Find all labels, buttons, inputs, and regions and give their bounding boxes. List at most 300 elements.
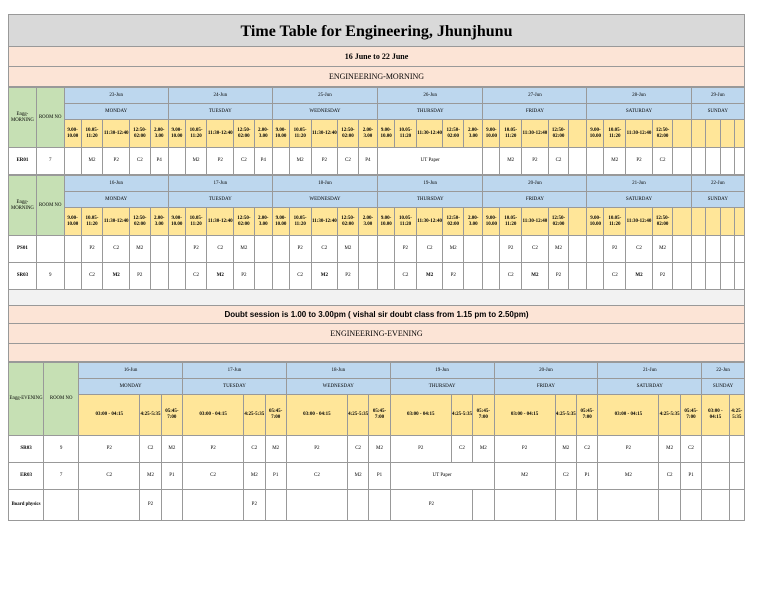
subject-cell — [587, 236, 604, 263]
subject-cell: C2 — [183, 463, 244, 490]
subject-cell: C2 — [338, 148, 359, 175]
batch-label: Engg-EVENING — [9, 363, 44, 436]
subject-cell: P1 — [161, 463, 182, 490]
subject-cell: M2 — [626, 263, 653, 290]
subject-cell: M2 — [652, 236, 673, 263]
subject-cell — [720, 263, 735, 290]
subject-cell: P2 — [500, 236, 522, 263]
subject-cell — [64, 236, 81, 263]
subject-cell: M2 — [161, 436, 182, 463]
subject-cell — [691, 148, 706, 175]
timetable-sheet — [8, 14, 745, 521]
subject-cell — [702, 463, 729, 490]
subject-cell: P4 — [150, 148, 168, 175]
subject-cell: M2 — [289, 148, 311, 175]
batch-row — [9, 236, 745, 263]
subject-cell: P2 — [140, 490, 161, 521]
day-header: THURSDAY — [390, 379, 494, 395]
time-slot — [706, 208, 721, 236]
time-slot: 4:25-5:35 — [659, 395, 680, 436]
date-header: 17-Jun — [183, 363, 287, 379]
time-slot: 9.00-10.00 — [272, 120, 289, 148]
subject-cell: M2 — [311, 263, 338, 290]
subject-cell: C2 — [626, 236, 653, 263]
subject-cell — [673, 148, 691, 175]
subject-cell: M2 — [347, 463, 368, 490]
subject-cell: P2 — [522, 148, 549, 175]
date-header: 20-Jun — [494, 363, 598, 379]
time-slot — [673, 120, 691, 148]
time-slot: 9.00-10.00 — [483, 120, 500, 148]
time-slot: 11:30-12:40 — [207, 208, 234, 236]
batch-code: PS01 — [9, 236, 37, 263]
time-slot: 9.00-10.00 — [64, 120, 81, 148]
date-header: 20-Jun — [483, 176, 587, 192]
subject-cell: P2 — [207, 148, 234, 175]
subject-cell: C2 — [244, 436, 265, 463]
date-header: 21-Jun — [587, 176, 691, 192]
time-slot: 05:45-7:00 — [473, 395, 494, 436]
time-slot: 10.05-11:20 — [395, 208, 417, 236]
time-slot — [691, 208, 706, 236]
time-slot: 4:25-5:35 — [729, 395, 744, 436]
day-header: THURSDAY — [378, 192, 483, 208]
time-slot: 4:25-5:35 — [244, 395, 265, 436]
subject-cell — [706, 263, 721, 290]
subject-cell — [272, 263, 289, 290]
subject-cell: C2 — [576, 436, 597, 463]
subject-cell: C2 — [347, 436, 368, 463]
subject-cell — [720, 236, 735, 263]
time-slot: 12:50-02:00 — [234, 120, 255, 148]
subject-cell: C2 — [185, 263, 207, 290]
time-slot: 12:50-02:00 — [652, 120, 673, 148]
time-slot: 11:30-12:40 — [626, 120, 653, 148]
subject-cell: P2 — [81, 236, 103, 263]
subject-cell — [729, 463, 744, 490]
subject-cell: P2 — [494, 436, 555, 463]
subject-cell — [150, 236, 168, 263]
time-slot: 03:00 - 04:15 — [598, 395, 659, 436]
time-slot — [569, 120, 587, 148]
time-slot: 10.05-11:20 — [395, 120, 417, 148]
subject-cell: C2 — [130, 148, 151, 175]
subject-cell: C2 — [522, 236, 549, 263]
subject-cell — [168, 236, 185, 263]
time-slot: 12:50-02:00 — [130, 208, 151, 236]
batch-code: ER01 — [9, 148, 37, 175]
subject-cell — [587, 263, 604, 290]
subject-cell — [347, 490, 368, 521]
time-slot: 2.00-3.00 — [150, 208, 168, 236]
date-header: 26-Jun — [378, 88, 483, 104]
subject-cell — [598, 490, 659, 521]
day-header: MONDAY — [79, 379, 183, 395]
day-header: SATURDAY — [587, 104, 691, 120]
day-header: FRIDAY — [483, 192, 587, 208]
batch-row — [9, 463, 745, 490]
subject-cell: M2 — [494, 463, 555, 490]
day-header: TUESDAY — [168, 192, 272, 208]
subject-cell: P2 — [652, 263, 673, 290]
subject-cell: C2 — [604, 263, 626, 290]
subject-cell — [673, 263, 691, 290]
batch-code: Board physics — [9, 490, 44, 521]
subject-cell — [79, 490, 140, 521]
subject-cell: P1 — [680, 463, 701, 490]
time-slot: 10.05-11:20 — [81, 120, 103, 148]
subject-cell: P4 — [358, 148, 377, 175]
subject-cell: M2 — [130, 236, 151, 263]
subject-cell: M2 — [207, 263, 234, 290]
subject-cell: P1 — [369, 463, 390, 490]
subject-cell: C2 — [680, 436, 701, 463]
time-slot: 10.05-11:20 — [185, 208, 207, 236]
time-slot: 4:25-5:35 — [555, 395, 576, 436]
subject-cell — [150, 263, 168, 290]
date-header: 19-Jun — [390, 363, 494, 379]
time-slot: 10.05-11:20 — [185, 120, 207, 148]
doubt-session-note: Doubt session is 1.00 to 3.00pm ( vishal sir doubt class from 1.15 pm to 2.50pm) — [8, 306, 745, 324]
subject-cell: P2 — [604, 236, 626, 263]
subject-cell: M2 — [500, 148, 522, 175]
time-slot: 2.00-3.00 — [150, 120, 168, 148]
time-slot: 11:30-12:40 — [207, 120, 234, 148]
time-slot: 12:50-02:00 — [652, 208, 673, 236]
subject-cell: C2 — [79, 463, 140, 490]
date-header: 23-Jun — [64, 88, 168, 104]
blank-row — [8, 344, 745, 362]
ut-paper-cell: UT Paper — [390, 463, 494, 490]
time-slot — [735, 208, 745, 236]
subject-cell — [168, 148, 185, 175]
time-slot: 4:25-5:35 — [451, 395, 472, 436]
morning-section — [8, 87, 745, 290]
subject-cell — [286, 490, 347, 521]
subject-cell: P2 — [185, 236, 207, 263]
time-slot: 10.05-11:20 — [604, 208, 626, 236]
subject-cell: M2 — [140, 463, 161, 490]
time-slot: 9.00-10.00 — [168, 120, 185, 148]
time-slot: 05:45-7:00 — [265, 395, 286, 436]
time-slot: 03:00 - 04:15 — [390, 395, 451, 436]
room-label: ROOM NO — [36, 88, 64, 148]
subject-cell — [720, 148, 735, 175]
subject-cell — [702, 490, 729, 521]
batch-code: SR03 — [9, 263, 37, 290]
day-header: SUNDAY — [691, 192, 744, 208]
room-number — [44, 490, 79, 521]
subject-cell: P2 — [103, 148, 130, 175]
time-slot: 11:30-12:40 — [103, 120, 130, 148]
time-slot: 11:30-12:40 — [416, 120, 443, 148]
evening-section — [8, 362, 745, 521]
subject-cell: P4 — [254, 148, 272, 175]
subject-cell: P2 — [244, 490, 265, 521]
batch-code: SR03 — [9, 436, 44, 463]
subject-cell: C2 — [81, 263, 103, 290]
subject-cell: C2 — [103, 236, 130, 263]
subject-cell — [680, 490, 701, 521]
subject-cell — [729, 436, 744, 463]
subject-cell — [569, 148, 587, 175]
subject-cell: P2 — [598, 436, 659, 463]
subject-cell: P2 — [286, 436, 347, 463]
time-slot — [691, 120, 706, 148]
subject-cell: P2 — [311, 148, 338, 175]
time-slot: 11:30-12:40 — [311, 208, 338, 236]
evening-grid — [8, 362, 745, 521]
date-header: 28-Jun — [587, 88, 691, 104]
subject-cell — [555, 490, 576, 521]
subject-cell: M2 — [555, 436, 576, 463]
subject-cell: M2 — [473, 436, 494, 463]
day-header: TUESDAY — [168, 104, 272, 120]
time-slot: 2.00-3.00 — [254, 120, 272, 148]
subject-cell: M2 — [244, 463, 265, 490]
date-header: 17-Jun — [168, 176, 272, 192]
morning-grid-block1 — [8, 87, 745, 175]
subject-cell: C2 — [652, 148, 673, 175]
batch-code: ER03 — [9, 463, 44, 490]
date-header: 29-Jun — [691, 88, 744, 104]
subject-cell: P2 — [289, 236, 311, 263]
time-slot: 12:50-02:00 — [443, 208, 464, 236]
date-header: 18-Jun — [272, 176, 377, 192]
subject-cell — [358, 263, 377, 290]
time-slot: 10.05-11:20 — [500, 120, 522, 148]
subject-cell: P2 — [395, 236, 417, 263]
subject-cell: P2 — [390, 490, 472, 521]
date-header: 19-Jun — [378, 176, 483, 192]
subject-cell: M2 — [443, 236, 464, 263]
room-number: 7 — [44, 463, 79, 490]
subject-cell — [358, 236, 377, 263]
subject-cell: M2 — [659, 436, 680, 463]
subject-cell — [735, 148, 745, 175]
time-slot: 2.00-3.00 — [358, 120, 377, 148]
time-slot: 2.00-3.00 — [254, 208, 272, 236]
evening-heading: ENGINEERING-EVENING — [8, 324, 745, 344]
subject-cell: P2 — [443, 263, 464, 290]
subject-cell — [569, 263, 587, 290]
day-header: TUESDAY — [183, 379, 287, 395]
time-slot: 10.05-11:20 — [604, 120, 626, 148]
time-slot: 05:45-7:00 — [576, 395, 597, 436]
batch-row — [9, 263, 745, 290]
day-header: MONDAY — [64, 104, 168, 120]
date-header: 18-Jun — [286, 363, 390, 379]
subject-cell — [483, 236, 500, 263]
subject-cell: P2 — [626, 148, 653, 175]
subject-cell — [735, 236, 745, 263]
time-slot: 05:45-7:00 — [161, 395, 182, 436]
subject-cell: C2 — [555, 463, 576, 490]
subject-cell — [706, 236, 721, 263]
subject-cell: M2 — [548, 236, 569, 263]
subject-cell: P2 — [183, 436, 244, 463]
subject-cell: M2 — [598, 463, 659, 490]
subject-cell — [587, 148, 604, 175]
subject-cell: M2 — [265, 436, 286, 463]
subject-cell — [64, 148, 81, 175]
subject-cell: P2 — [338, 263, 359, 290]
day-header: FRIDAY — [494, 379, 598, 395]
subject-cell: M2 — [103, 263, 130, 290]
time-slot: 12:50-02:00 — [130, 120, 151, 148]
subject-cell — [729, 490, 744, 521]
batch-label: Engg-MORNING — [9, 176, 37, 236]
subject-cell: M2 — [369, 436, 390, 463]
subject-cell — [168, 263, 185, 290]
time-slot: 11:30-12:40 — [311, 120, 338, 148]
subject-cell — [691, 236, 706, 263]
day-header: SATURDAY — [587, 192, 691, 208]
subject-cell — [378, 263, 395, 290]
time-slot: 9.00-10.00 — [168, 208, 185, 236]
date-header: 22-Jun — [702, 363, 745, 379]
subject-cell — [702, 436, 729, 463]
subject-cell — [473, 490, 494, 521]
time-slot: 9.00-10.00 — [378, 208, 395, 236]
time-slot: 11:30-12:40 — [416, 208, 443, 236]
time-slot: 9.00-10.00 — [64, 208, 81, 236]
subject-cell: C2 — [659, 463, 680, 490]
time-slot: 9.00-10.00 — [272, 208, 289, 236]
ut-paper-cell: UT Paper — [378, 148, 483, 175]
day-header: FRIDAY — [483, 104, 587, 120]
subject-cell: P2 — [548, 263, 569, 290]
subject-cell: C2 — [286, 463, 347, 490]
room-number: 9 — [44, 436, 79, 463]
room-number — [36, 236, 64, 263]
subject-cell — [369, 490, 390, 521]
subject-cell: M2 — [234, 236, 255, 263]
time-slot: 10.05-11:20 — [81, 208, 103, 236]
subject-cell — [161, 490, 182, 521]
spacer-row — [8, 290, 745, 306]
date-header: 16-Jun — [64, 176, 168, 192]
time-slot: 2.00-3.00 — [358, 208, 377, 236]
day-header: SUNDAY — [691, 104, 744, 120]
subject-cell: C2 — [395, 263, 417, 290]
time-slot — [569, 208, 587, 236]
subject-cell — [265, 490, 286, 521]
date-range: 16 June to 22 June — [8, 47, 745, 67]
room-label: ROOM NO — [44, 363, 79, 436]
subject-cell: M2 — [522, 263, 549, 290]
subject-cell — [464, 236, 483, 263]
subject-cell — [576, 490, 597, 521]
subject-cell: C2 — [234, 148, 255, 175]
subject-cell — [64, 263, 81, 290]
day-header: WEDNESDAY — [272, 104, 377, 120]
subject-cell: C2 — [451, 436, 472, 463]
page-title: Time Table for Engineering, Jhunjhunu — [8, 14, 745, 47]
subject-cell: C2 — [289, 263, 311, 290]
subject-cell — [272, 236, 289, 263]
time-slot — [720, 120, 735, 148]
morning-heading: ENGINEERING-MORNING — [8, 67, 745, 87]
time-slot: 05:45-7:00 — [680, 395, 701, 436]
time-slot: 05:45-7:00 — [369, 395, 390, 436]
subject-cell: M2 — [338, 236, 359, 263]
time-slot: 12:50-02:00 — [338, 120, 359, 148]
subject-cell: C2 — [311, 236, 338, 263]
day-header: WEDNESDAY — [286, 379, 390, 395]
time-slot: 12:50-02:00 — [548, 208, 569, 236]
day-header: MONDAY — [64, 192, 168, 208]
time-slot: 03:00 - 04:15 — [286, 395, 347, 436]
subject-cell — [254, 263, 272, 290]
time-slot: 03:00 - 04:15 — [494, 395, 555, 436]
time-slot: 12:50-02:00 — [548, 120, 569, 148]
day-header: THURSDAY — [378, 104, 483, 120]
time-slot: 9.00-10.00 — [378, 120, 395, 148]
subject-cell: C2 — [548, 148, 569, 175]
subject-cell — [673, 236, 691, 263]
subject-cell — [483, 263, 500, 290]
subject-cell — [378, 236, 395, 263]
day-header: SUNDAY — [702, 379, 745, 395]
date-header: 24-Jun — [168, 88, 272, 104]
subject-cell — [569, 236, 587, 263]
subject-cell — [735, 263, 745, 290]
date-header: 22-Jun — [691, 176, 744, 192]
time-slot — [735, 120, 745, 148]
date-header: 27-Jun — [483, 88, 587, 104]
date-header: 25-Jun — [272, 88, 377, 104]
time-slot: 12:50-02:00 — [443, 120, 464, 148]
subject-cell: P2 — [234, 263, 255, 290]
time-slot: 03:00 - 04:15 — [702, 395, 729, 436]
subject-cell — [706, 148, 721, 175]
room-label: ROOM NO — [36, 176, 64, 236]
subject-cell — [464, 263, 483, 290]
time-slot: 2.00-3.00 — [464, 120, 483, 148]
time-slot: 10.05-11:20 — [500, 208, 522, 236]
time-slot — [720, 208, 735, 236]
time-slot: 9.00-10.00 — [587, 120, 604, 148]
subject-cell: P2 — [130, 263, 151, 290]
time-slot: 9.00-10.00 — [587, 208, 604, 236]
subject-cell — [494, 490, 555, 521]
subject-cell: M2 — [416, 263, 443, 290]
time-slot: 12:50-02:00 — [234, 208, 255, 236]
date-header: 16-Jun — [79, 363, 183, 379]
time-slot: 11:30-12:40 — [522, 120, 549, 148]
time-slot: 11:30-12:40 — [103, 208, 130, 236]
subject-cell: M2 — [185, 148, 207, 175]
subject-cell: C2 — [207, 236, 234, 263]
subject-cell — [254, 236, 272, 263]
day-header: WEDNESDAY — [272, 192, 377, 208]
subject-cell: C2 — [416, 236, 443, 263]
time-slot: 12:50-02:00 — [338, 208, 359, 236]
batch-label: Engg-MORNING — [9, 88, 37, 148]
time-slot — [706, 120, 721, 148]
batch-row — [9, 436, 745, 463]
subject-cell: M2 — [604, 148, 626, 175]
day-header: SATURDAY — [598, 379, 702, 395]
subject-cell: P1 — [265, 463, 286, 490]
morning-grid-block2 — [8, 175, 745, 290]
date-header: 21-Jun — [598, 363, 702, 379]
subject-cell: C2 — [140, 436, 161, 463]
time-slot: 03:00 - 04:15 — [79, 395, 140, 436]
time-slot: 11:30-12:40 — [522, 208, 549, 236]
subject-cell: M2 — [81, 148, 103, 175]
